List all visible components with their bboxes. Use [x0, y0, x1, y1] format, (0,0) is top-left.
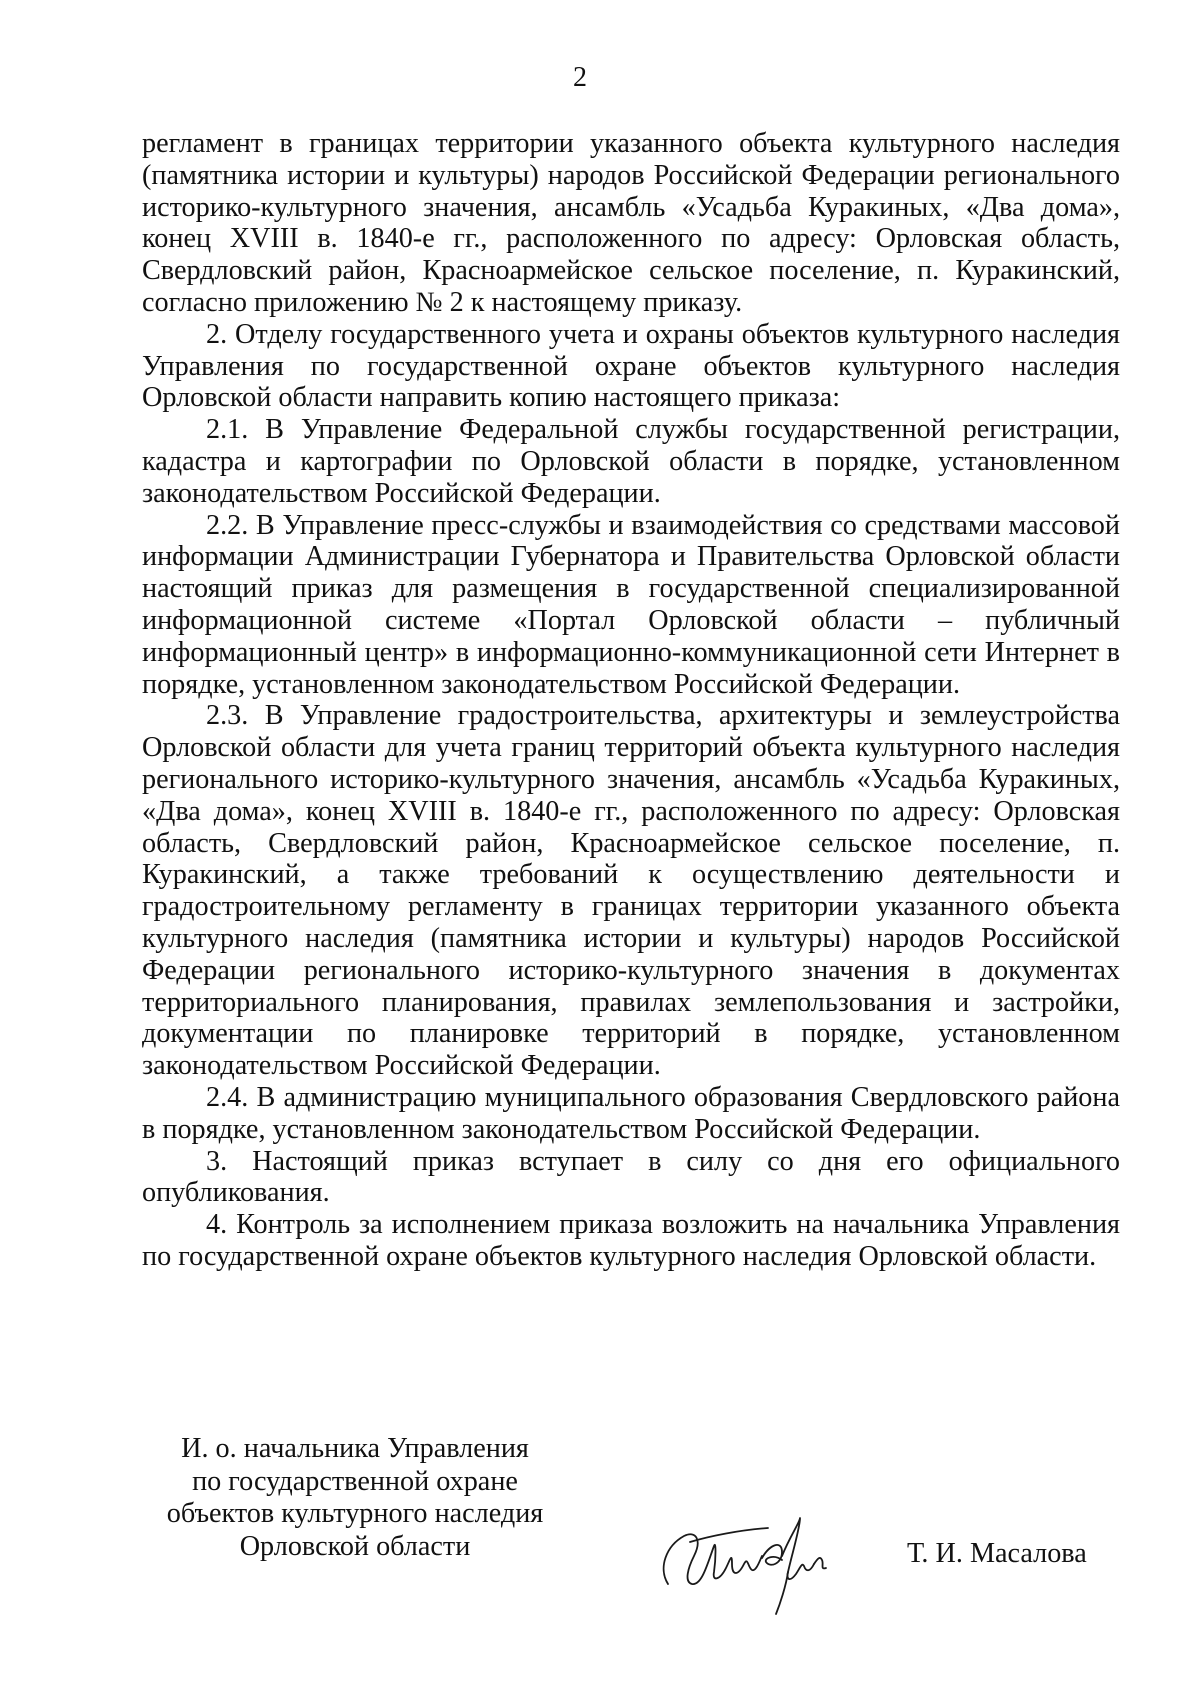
signatory-position-line: по государственной охране: [192, 1465, 518, 1497]
page-number: 2: [573, 62, 587, 93]
signatory-position: [130, 1433, 580, 1563]
paragraph-item-4: 4. Контроль за исполнением приказа возложить на начальника Управления по государственной охране объектов культурного наследия Орловской области.: [142, 1209, 1120, 1272]
paragraph-item-2-1: 2.1. В Управление Федеральной службы государственной регистрации, кадастра и картографии по Орловской области в порядке, установленном законодательством Российской Федерации.: [142, 414, 1120, 509]
signer-name: Т. И. Масалова: [907, 1538, 1087, 1569]
paragraph-item-2-2: 2.2. В Управление пресс-службы и взаимодействия со средствами массовой информации Администрации Губернатора и Правительства Орловской области настоящий приказ для размещения в государственной специализированной информационной системе «Портал Орловской области – публичный информационный центр» в информационно-коммуникационной сети Интернет в порядке, установленном законодательством Российской Федерации.: [142, 509, 1120, 700]
paragraph-regulation-continuation: регламент в границах территории указанного объекта культурного наследия (памятника истории и культуры) народов Российской Федерации регионального историко-культурного значения, ансамбль «Усадьба Куракиных, «Два дома», конец XVIII в. 1840-е гг., расположенного по адресу: Орловская область, Свердловский район, Красноармейское сельское поселение, п. Куракинский, согласно приложению № 2 к настоящему приказу.: [142, 128, 1120, 318]
document-body: [142, 128, 1120, 1273]
handwritten-signature: [650, 1506, 835, 1621]
signatory-position-line: Орловской области: [239, 1530, 471, 1562]
signatory-position-line: И. о. начальника Управления: [181, 1433, 529, 1464]
paragraph-item-3: 3. Настоящий приказ вступает в силу со дня его официального опубликования.: [142, 1145, 1120, 1209]
paragraph-item-2-4: 2.4. В администрацию муниципального образования Свердловского района в порядке, установленном законодательством Российской Федерации.: [142, 1081, 1120, 1145]
signatory-position-line: объектов культурного наследия: [166, 1498, 544, 1530]
paragraph-item-2: 2. Отделу государственного учета и охраны объектов культурного наследия Управления по государственной охране объектов культурного наследия Орловской области направить копию настоящего приказа:: [142, 318, 1120, 414]
paragraph-item-2-3: 2.3. В Управление градостроительства, архитектуры и землеустройства Орловской области для учета границ территорий объекта культурного наследия регионального историко-культурного значения, ансамбль «Усадьба Куракиных, «Два дома», конец XVIII в. 1840-е гг., расположенного по адресу: Орловская область, Свердловский район, Красноармейское сельское поселение, п. Куракинский, а также требований к осуществлению деятельности и градостроительному регламенту в границах территории указанного объекта культурного наследия (памятника истории и культуры) народов Российской Федерации регионального историко-культурного значения в документах территориального планирования, правилах землепользования и застройки, документации по планировке территорий в порядке, установленном законодательством Российской Федерации.: [142, 700, 1120, 1082]
